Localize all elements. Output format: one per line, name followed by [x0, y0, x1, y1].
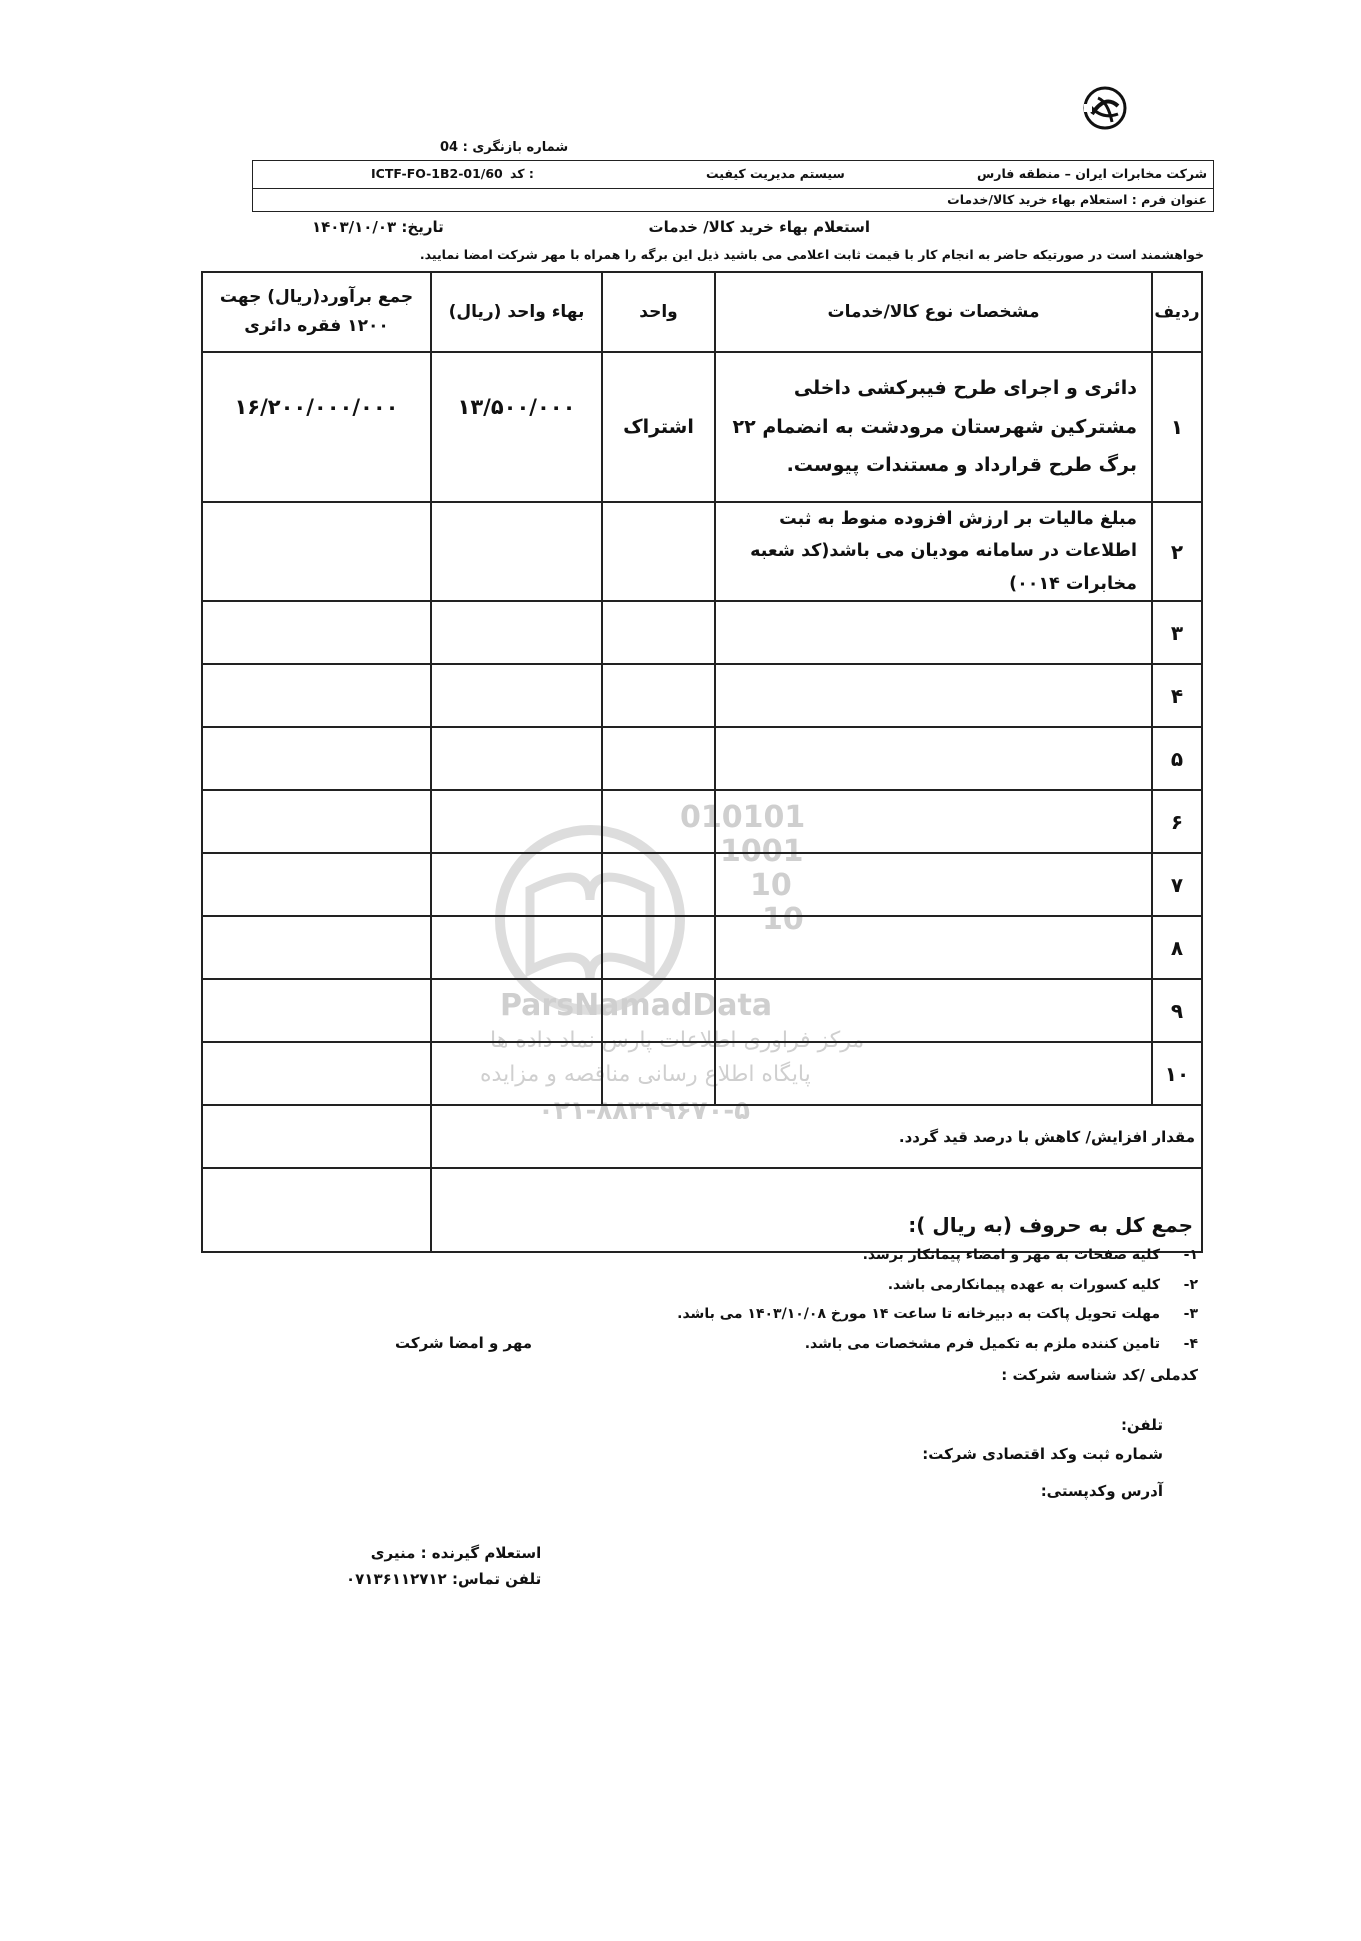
row-price [431, 1042, 602, 1105]
document-date: تاریخ: ۱۴۰۳/۱۰/۰۳ [312, 218, 444, 236]
items-table [201, 271, 1203, 1253]
header-price: بهاء واحد (ریال) [431, 272, 602, 352]
row-unit [602, 979, 715, 1042]
row-spec [715, 979, 1152, 1042]
total-in-words-value [202, 1168, 431, 1252]
phone-field: تلفن: [1120, 1416, 1163, 1434]
row-unit [602, 790, 715, 853]
form-code-value: ICTF-FO-1B2-01/60 [371, 166, 503, 181]
condition-number: ۱- [1183, 1247, 1198, 1263]
header-spec: مشخصات نوع کالا/خدمات [715, 272, 1152, 352]
row-spec [715, 664, 1152, 727]
seal-signature-label: مهر و امضا شرکت [395, 1334, 533, 1352]
telecom-logo-icon [1082, 84, 1128, 132]
row-unit [602, 916, 715, 979]
document-title: استعلام بهاء خرید کالا/ خدمات [648, 218, 870, 236]
row-spec [715, 601, 1152, 664]
row-spec: مبلغ مالیات بر ارزش افزوده منوط به ثبت اطلاعات در سامانه مودیان می باشد(کد شعبه مخابرات ۰۰۱۴) [715, 502, 1152, 601]
receiver-block [346, 1544, 541, 1588]
company-name: شرکت مخابرات ایران – منطقه فارس [977, 166, 1207, 181]
row-total [202, 1042, 431, 1105]
row-number: ۷ [1152, 853, 1202, 916]
row-unit [602, 727, 715, 790]
condition-text: تامین کننده ملزم به تکمیل فرم مشخصات می باشد. [804, 1336, 1160, 1352]
watermark-phone: ۰۲۱-۸۸۳۴۹۶۷۰-۵ [538, 1096, 751, 1126]
row-unit: اشتراک [602, 352, 715, 502]
condition-item [805, 1336, 1198, 1352]
row-total [202, 853, 431, 916]
row-number: ۹ [1152, 979, 1202, 1042]
condition-item [863, 1247, 1198, 1263]
header-unit: واحد [602, 272, 715, 352]
row-total [202, 916, 431, 979]
change-note-row [202, 1105, 1202, 1168]
row-unit [602, 664, 715, 727]
total-in-words: جمع کل به حروف (به ریال ): [431, 1168, 1202, 1252]
row-price [431, 853, 602, 916]
row-price [431, 790, 602, 853]
row-number: ۴ [1152, 664, 1202, 727]
header-total: جمع برآورد(ریال) جهت ۱۲۰۰ فقره دائری [202, 272, 431, 352]
form-header-box [252, 160, 1214, 212]
form-code-label: کد : [510, 166, 534, 181]
row-price: ۱۳/۵۰۰/۰۰۰ [431, 352, 602, 502]
row-number: ۶ [1152, 790, 1202, 853]
row-spec: دائری و اجرای طرح فیبرکشی داخلی مشترکین شهرستان مرودشت به انضمام ۲۲ برگ طرح قرارداد و مستندات پیوست. [715, 352, 1152, 502]
row-total [202, 664, 431, 727]
row-spec [715, 916, 1152, 979]
row-number: ۳ [1152, 601, 1202, 664]
table-row [202, 664, 1202, 727]
form-title: عنوان فرم : استعلام بهاء خرید کالا/خدمات [947, 192, 1207, 207]
row-price [431, 979, 602, 1042]
row-number: ۱۰ [1152, 1042, 1202, 1105]
header-row-number: ردیف [1152, 272, 1202, 352]
row-number: ۱ [1152, 352, 1202, 502]
revision-number: شماره بازنگری : 04 [440, 140, 569, 155]
receiver-phone: تلفن تماس: ۰۷۱۳۶۱۱۲۷۱۲ [346, 1570, 542, 1588]
condition-item [677, 1306, 1198, 1322]
watermark-line1: مرکز فراوری اطلاعات پارس نماد داده ها [490, 1028, 865, 1053]
row-unit [602, 601, 715, 664]
change-note-total [202, 1105, 431, 1168]
row-spec [715, 790, 1152, 853]
quality-system-label: سیستم مدیریت کیفیت [706, 166, 845, 181]
condition-number: ۳- [1183, 1306, 1198, 1322]
table-row [202, 853, 1202, 916]
table-row [202, 502, 1202, 601]
condition-text: کلیه صفحات به مهر و امضاء پیمانکار برسد. [862, 1247, 1160, 1263]
condition-item [888, 1277, 1198, 1293]
row-total [202, 601, 431, 664]
row-price [431, 727, 602, 790]
intro-text: خواهشمند است در صورتیکه حاضر به انجام کار با قیمت ثابت اعلامی می باشید ذیل این برگه را همراه با مهر شرکت امضا نمایید. [419, 247, 1204, 262]
row-number: ۲ [1152, 502, 1202, 601]
row-spec [715, 853, 1152, 916]
national-id-field: کدملی /کد شناسه شرکت : [1001, 1366, 1198, 1384]
table-row [202, 352, 1202, 502]
table-row [202, 601, 1202, 664]
condition-number: ۲- [1183, 1277, 1198, 1293]
table-row [202, 916, 1202, 979]
row-unit [602, 853, 715, 916]
receiver-name: استعلام گیرنده : منیری [370, 1544, 542, 1562]
row-number: ۵ [1152, 727, 1202, 790]
row-price [431, 664, 602, 727]
row-spec [715, 1042, 1152, 1105]
condition-number: ۴- [1183, 1336, 1198, 1352]
row-price [431, 916, 602, 979]
row-total [202, 502, 431, 601]
total-words-row [202, 1168, 1202, 1252]
row-price [431, 601, 602, 664]
row-spec [715, 727, 1152, 790]
registration-field: شماره ثبت وکد اقتصادی شرکت: [922, 1445, 1163, 1463]
row-total [202, 790, 431, 853]
change-note: مقدار افزایش/ کاهش با درصد قید گردد. [431, 1105, 1202, 1168]
condition-text: کلیه کسورات به عهده پیمانکارمی باشد. [887, 1277, 1160, 1293]
row-total [202, 979, 431, 1042]
condition-text: مهلت تحویل پاکت به دبیرخانه تا ساعت ۱۴ مورخ ۱۴۰۳/۱۰/۰۸ می باشد. [677, 1306, 1160, 1322]
table-row [202, 979, 1202, 1042]
row-unit [602, 502, 715, 601]
row-total [202, 727, 431, 790]
row-number: ۸ [1152, 916, 1202, 979]
watermark-line2: پایگاه اطلاع رسانی مناقصه و مزایده [480, 1062, 811, 1087]
watermark-brand: ParsNamadData [500, 988, 773, 1023]
watermark-binary-4: 10 [762, 902, 804, 937]
table-row [202, 790, 1202, 853]
watermark-binary-1: 010101 [680, 800, 806, 835]
table-row [202, 727, 1202, 790]
row-price [431, 502, 602, 601]
row-total: ۱۶/۲۰۰/۰۰۰/۰۰۰ [202, 352, 431, 502]
row-unit [602, 1042, 715, 1105]
table-header-row [202, 272, 1202, 352]
watermark-binary-2: 1001 [720, 834, 804, 869]
address-field: آدرس وکدپستی: [1040, 1482, 1163, 1500]
table-row [202, 1042, 1202, 1105]
watermark-binary-3: 10 [750, 868, 792, 903]
